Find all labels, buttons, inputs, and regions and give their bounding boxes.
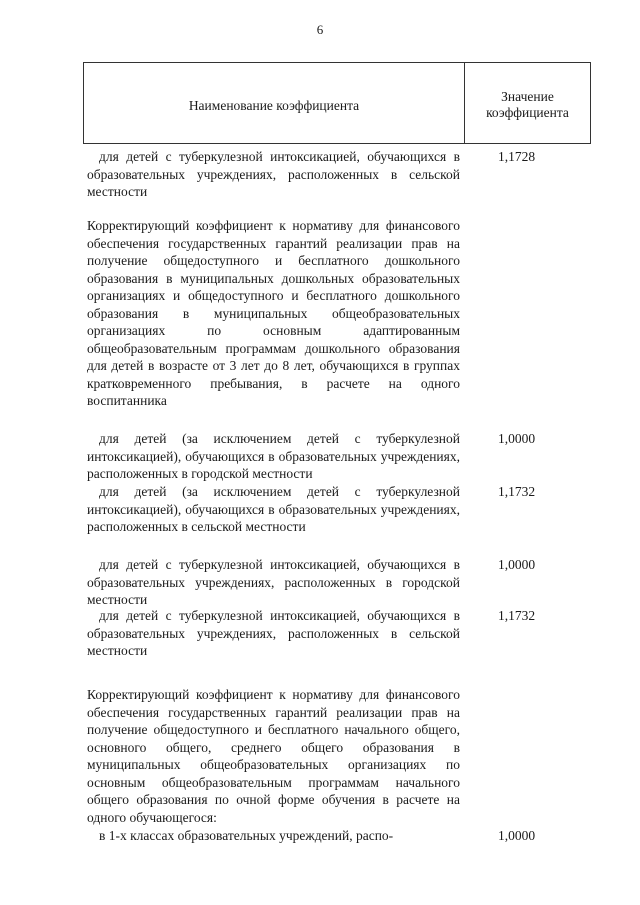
section-heading: Корректирующий коэффициент к нормативу для финансового обеспечения государственных гарантий реализации прав на получение общедоступного и бесплатного начального общего, основного общего, среднего общего образования в муниципальных общеобразовательных организациях по основным общеобразовательным программам начального общего образования по очной форме обучения в расчете на одного обучающегося: <box>87 687 460 825</box>
table-header <box>83 62 591 144</box>
column-header-name: Наименование коэффициента <box>84 63 465 143</box>
row-value: 1,1728 <box>498 149 536 164</box>
page-number: 6 <box>316 22 324 37</box>
row-text: для детей с туберкулезной интоксикацией, обучающихся в образовательных учреждениях, расположенных в сельской местности <box>87 608 460 658</box>
row-text: для детей с туберкулезной интоксикацией, обучающихся в образовательных учреждениях, расположенных в городской местности <box>87 557 460 607</box>
row-text: для детей (за исключением детей с туберкулезной интоксикацией), обучающихся в образовательных учреждениях, расположенных в городской местности <box>87 431 460 481</box>
row-value: 1,1732 <box>498 608 536 623</box>
row-value: 1,0000 <box>498 557 536 572</box>
row-text: в 1-х классах образовательных учреждений, распо- <box>99 828 394 843</box>
row-text: для детей с туберкулезной интоксикацией, обучающихся в образовательных учреждениях, расположенных в сельской местности <box>87 149 460 199</box>
row-value: 1,0000 <box>498 431 536 446</box>
column-header-value: Значение коэффициента <box>486 89 569 120</box>
row-value: 1,0000 <box>498 828 536 843</box>
section-heading: Корректирующий коэффициент к нормативу для финансового обеспечения государственных гарантий реализации прав на получение общедоступного и бесплатного дошкольного образования в муниципальных дошкольных образовательных организациях и общедоступного и бесплатного дошкольного образования в муниципальных общеобразовательных организациях по основным адаптированным общеобразовательным программам дошкольного образования для детей в возрасте от 3 лет до 8 лет, обучающихся в группах кратковременного пребывания, в расчете на одного воспитанника <box>87 218 460 408</box>
row-value: 1,1732 <box>498 484 536 499</box>
row-text: для детей (за исключением детей с туберкулезной интоксикацией), обучающихся в образовательных учреждениях, расположенных в сельской местности <box>87 484 460 534</box>
